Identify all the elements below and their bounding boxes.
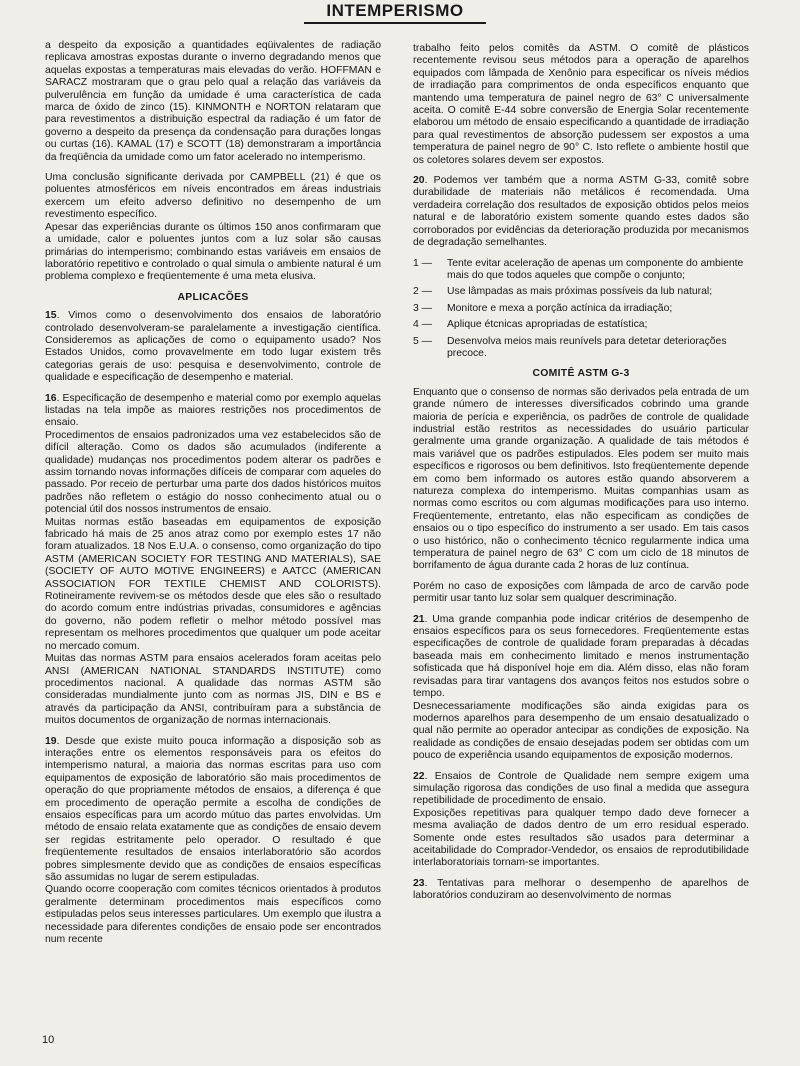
paragraph-number: 16 bbox=[45, 392, 57, 404]
section-heading-aplicacoes: APLICACÕES bbox=[177, 291, 249, 303]
paragraph: Procedimentos de ensaios padronizados uma vez estabelecidos são de difícil alteração. Como os dados são acumulados (indiferente a qualidade) mudanças nos procedimentos podem alterar os padrões e assim tornando novas informações difíceis de comparar com aqueles do passado. Por receio de perturbar uma parte dos dados históricos muitos padrões não refletem o estágio do nosso conhecimento atual ou o potencial útil dos nossos instrumentos de ensaio. bbox=[45, 429, 381, 516]
paragraph: Enquanto que o consenso de normas são derivados pela entrada de um grande número de interesses diversificados cobrindo uma grande maioria de perícia e experiência, os padrões de controle de qualidade industrial estão restritos as necessidades do usuário particular geralmente uma grande organização. A qualidade de tais métodos é mais variável que os padrões estipulados. Eles podem ser muito mais específicos e rigorosos ou bem definitivos. Isto freqüentemente depende em como bem informado os autores estão quando absorverem a natureza complexa do intemperismo. Muitas companhias usam as normas como escritos ou com algumas modificações para uso interno. Freqüentemente, entretanto, elas não especificam as condições de ensaios ou o tipo específico do instrumento a ser usado. Em tais casos o uso histórico, não o conhecimento técnico regularmente indica uma temperatura de painel negro de 63° C com um ciclo de 18 minutos de borrifamento de água durante cada 2 horas de luz contínua. bbox=[413, 386, 749, 572]
list-item bbox=[413, 286, 749, 298]
paragraph-number: 21 bbox=[413, 613, 425, 625]
paragraph: Exposições repetitivas para qualquer tempo dado deve fornecer a mesma avaliação de dados dentro de um erro residual esperado. Somente onde estes resultados são usados para determinar a aceitabilidade do Comprador-Vendedor, os ensaios de reprodutibilidade interlaboratoriais tornam-se importantes. bbox=[413, 807, 749, 869]
paragraph-text: . Tentativas para melhorar o desempenho de aparelhos de laboratórios conduziram ao desenvolvimento de normas bbox=[413, 877, 749, 902]
paragraph-21 bbox=[413, 614, 749, 701]
list-text: Use lâmpadas as mais próximas possíveis da lub natural; bbox=[447, 286, 713, 298]
left-column bbox=[45, 40, 381, 954]
paragraph-text: . Uma grande companhia pode indicar critérios de desempenho de ensaios específicos para os seus fornecedores. Freqüentemente estas especificações de controle de qualidade foram preparadas à décadas baseada mais em conhecimento limitado e menos instrumentação sofisticada que há disponível hoje em dia. Além disso, elas não foram revisadas para tirar vantagens dos avanços feitos nos estudos sobre o tempo. bbox=[413, 613, 749, 700]
list-number: 5 — bbox=[413, 335, 433, 347]
paragraph: Apesar das experiências durante os últimos 150 anos confirmaram que a umidade, calor e poluentes juntos com a luz solar são causas primárias do intemperismo; combinando estas variáveis em ensaios de laboratório repetitivo e controlado o qual simula o ambiente natural é um problema complexo e freqüentemente é uma meta elusiva. bbox=[45, 221, 381, 283]
page-number: 10 bbox=[42, 1034, 55, 1046]
paragraph: Quando ocorre cooperação com comites técnicos orientados à produtos geralmente determinam procedimentos mais específicos como estipuladas pelos seus interesses particulares. Um exemplo que ilustra a necessidade para diferentes condições de ensaio pode ser encontrados num recente bbox=[45, 884, 381, 946]
right-column bbox=[413, 43, 749, 911]
list-item bbox=[413, 336, 749, 361]
list-number: 2 — bbox=[413, 286, 433, 298]
paragraph: Uma conclusão significante derivada por CAMPBELL (21) é que os poluentes atmosféricos em níveis encontrados em áreas industriais exercem um efeito adverso definitivo no desempenho de um revestimento específico. bbox=[45, 172, 381, 221]
paragraph: Muitas normas estão baseadas em equipamentos de exposição fabricado há mais de 25 anos atraz como por exemplo estes 17 não foram atualizados. 18 Nos E.U.A. o consenso, como organização do tipo ASTM (AMERICAN SOCIETY FOR TESTING AND MATERIALS), SAE (SOCIETY OF AUTO MOTIVE ENGINEERS) e AATCC (AMERICAN ASSOCIATION FOR TEXTILE CHEMIST AND COLORISTS). Rotineiramente revivem-se os métodos desde que eles são o resultado do acordo comum entre indústrias privadas, consumidores e agências do governo, não podem refletir o melhor método possível mas representam os melhores procedimentos que qualquer um pode aceitar no mercado comum. bbox=[45, 516, 381, 652]
paragraph-number: 19 bbox=[45, 735, 57, 747]
list-text: Desenvolva meios mais reunívels para detetar deteriorações precoce. bbox=[447, 335, 727, 359]
paragraph: a despeito da exposição a quantidades eqüivalentes de radiação replicava amostras expostas durante o inverno degradando menos que aquelas expostas a temperaturas mais elevadas do verão. HOFFMAN e SARACZ mostraram que o grau pelo qual a relação das variáveis da pulverulência em função da umidade é uma característica de cada marca de óxido de zinco (15). KINMONTH e NORTON relataram que para revestimentos a distribuição espectral da radiação é um fator de governo a despeito da presença da condensação para durações longas ou curtas (16). KAMAL (17) e SCOTT (18) demonstraram a importância da freqüência da umidade como um fator acelerado no intemperismo. bbox=[45, 40, 381, 163]
paragraph-number: 20 bbox=[413, 175, 425, 187]
paragraph-number: 23 bbox=[413, 877, 425, 889]
section-heading-comite: COMITÊ ASTM G-3 bbox=[532, 368, 630, 380]
paragraph-text: . Ensaios de Controle de Qualidade nem sempre exigem uma simulação rigorosa das condições de uso final a medida que assegura repetibilidade de procedimento de ensaio. bbox=[413, 770, 749, 807]
list-item bbox=[413, 319, 749, 331]
paragraph: Muitas das normas ASTM para ensaios acelerados foram aceitas pelo ANSI (AMERICAN NATIONAL STANDARDS INSTITUTE) como procedimentos nacional. A qualidade das normas ASTM são consideradas mundialmente junto com as normas JIS, DIN e BS e através da participação da ANSI, contribuíram para a substância de muitos documentos de organização de normas internacionais. bbox=[45, 653, 381, 727]
list-text: Monitore e mexa a porção actínica da irradiação; bbox=[447, 302, 673, 314]
list-text: Aplique étcnicas apropriadas de estatística; bbox=[447, 319, 648, 331]
list-number: 4 — bbox=[413, 319, 433, 331]
paragraph-number: 15 bbox=[45, 310, 57, 322]
list-number: 1 — bbox=[413, 257, 433, 269]
paragraph-23 bbox=[413, 878, 749, 903]
paragraph-text: . Podemos ver também que a norma ASTM G-33, comitê sobre durabilidade de materiais não metálicos é recomendada. Uma verdadeira correlação dos resultados de exposição obtidos pelos meios natural e de laboratório existem somente quando estes dados são corroborados por evidências da deterioração produzida por mecanismos de degradação semelhantes. bbox=[413, 175, 749, 249]
paragraph-20 bbox=[413, 175, 749, 249]
page-header-title: INTEMPERISMO bbox=[326, 1, 464, 20]
paragraph-text: . Especificação de desempenho e material como por exemplo aquelas listadas na tela impõe as maiores restrições nos procedimentos de ensaio. bbox=[45, 392, 381, 429]
paragraph: trabalho feito pelos comitês da ASTM. O comitê de plásticos recentemente revisou seus métodos para a operação de aparelhos equipados com lâmpada de Xenônio para especificar os níveis médios de irradiação para comprimentos de onda específicos enquanto que mantendo uma temperatura de painel negro de 63° C universalmente aceita. O comitê E-44 sobre conversão de Energia Solar recentemente elaborou um método de ensaio especificando a quantidade de irradiação para qual revestimentos de absorção pudessem ser expostos a uma temperatura de painel negro de 90° C. Isto reflete o ambiente hostil que os coletores solares devem ser expostos. bbox=[413, 43, 749, 166]
paragraph-19 bbox=[45, 736, 381, 885]
recommendation-list bbox=[413, 258, 749, 361]
paragraph-text: . Desde que existe muito pouca informação a disposição sob as interações entre os elementos responsáveis para os efeitos do intemperismo natural, a maioria das normas escritas para uso com equipamentos de exposição de laboratório são mais procedimentos de operação do que propriamente métodos de ensaios, a diferença é que em procedimento de operação permite a escolha de condições de ensaios específicas para um acordo mútuo das partes envolvidas. Um método de ensaio relata exatamente que as condições de ensaio devem ser regidas estritamente pelo operador. O resultado é que freqüentemente resultados de ensaios interlaboratório são acordos pobres simplesmente devido que as condições de ensaios específicas são assumidas no lugar de serem estipuladas. bbox=[45, 735, 381, 883]
list-item bbox=[413, 258, 749, 283]
paragraph-16 bbox=[45, 393, 381, 430]
paragraph: Porém no caso de exposições com lâmpada de arco de carvão pode permitir usar tanto luz solar sem qualquer descriminação. bbox=[413, 580, 749, 605]
list-text: Tente evitar aceleração de apenas um componente do ambiente mais do que todos aqueles que compõe o conjunto; bbox=[447, 257, 744, 281]
paragraph: Desnecessariamente modificações são ainda exigidas para os modernos aparelhos para desempenho de um ensaio desatualizado o qual não permite ao operador antecipar as condições de exposição. Na realidade as condições de ensaio desejadas podem ser obtidas com um pouco de experiência usando equipamentos de exposição modernos. bbox=[413, 700, 749, 762]
paragraph-text: . Vimos como o desenvolvimento dos ensaios de laboratório controlado desenvolveram-se paralelamente a investigação científica. Consideremos as aplicações de como o equipamento usado? Nos Estados Unidos, como provavelmente em todo lugar existem três categorias gerais de uso: pesquisa e desenvolvimento, controle de qualidade e especificação de desempenho e material. bbox=[45, 310, 381, 384]
paragraph-15 bbox=[45, 310, 381, 384]
list-number: 3 — bbox=[413, 302, 433, 314]
paragraph-number: 22 bbox=[413, 770, 425, 782]
list-item bbox=[413, 303, 749, 315]
paragraph-22 bbox=[413, 771, 749, 808]
header-underline bbox=[304, 22, 486, 24]
